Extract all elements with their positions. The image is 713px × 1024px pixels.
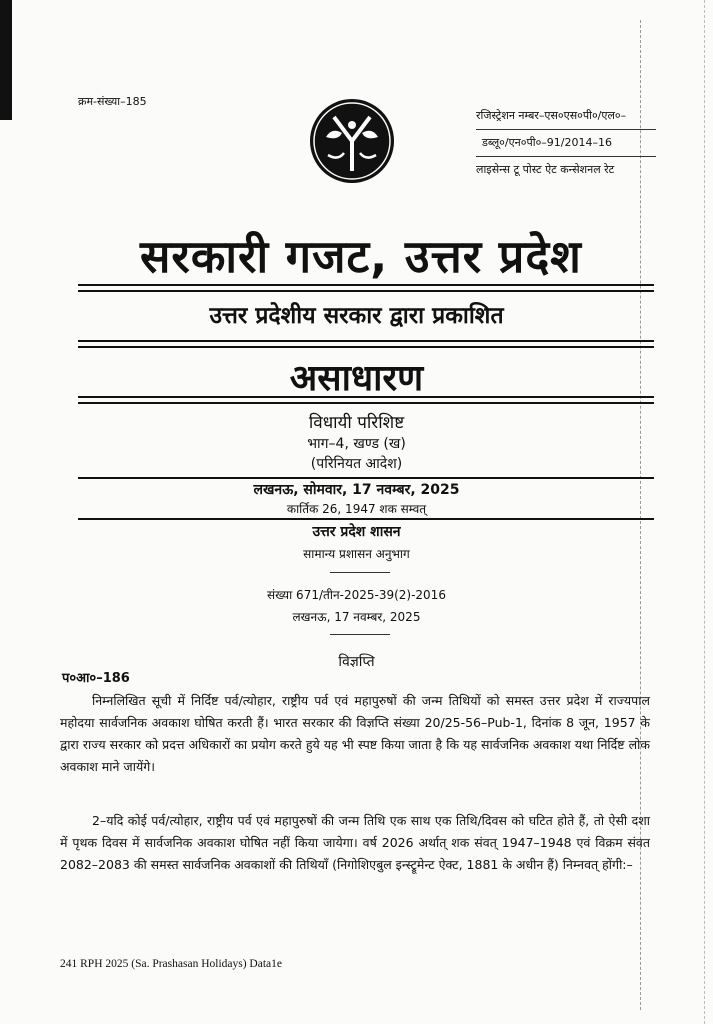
- part-label: भाग–4, खण्ड (ख): [307, 436, 406, 452]
- edition-label: असाधारण: [289, 358, 424, 399]
- saka-date-line: कार्तिक 26, 1947 शक सम्वत्: [286, 502, 427, 516]
- notice-reference: प०आ०–186: [62, 671, 130, 686]
- date-line: लखनऊ, सोमवार, 17 नवम्बर, 2025: [253, 482, 460, 498]
- paragraph-text: 2–यदि कोई पर्व/त्योहार, राष्ट्रीय पर्व एवं महापुरुषों की जन्म तिथि एक साथ एक तिथि/दिवस को घटित होते हैं, तो ऐसी दशा में पृथक दिवस में सार्वजनिक अवकाश घोषित नहीं किया जायेगा। वर्ष 2026 अर्थात् शक संवत् 1947–1948 एवं विक्रम संवत 2082–2083 की समस्त सार्वजनिक अवकाशों की तिथियाँ (निगोशिएबुल इन्स्ट्रूमेन्ट ऐक्ट, 1881 के अधीन हैं) निम्नवत् होंगी:–: [60, 813, 650, 872]
- notice-place-date: लखनऊ, 17 नवम्बर, 2025: [292, 610, 421, 624]
- masthead-rule: [78, 290, 654, 292]
- notice-heading: विज्ञप्ति: [338, 654, 375, 670]
- registration-block: [476, 103, 656, 183]
- notice-number: संख्या 671/तीन-2025-39(2)-2016: [267, 588, 446, 602]
- publisher-rule: [78, 340, 654, 342]
- separator: [330, 634, 390, 635]
- footer-code: 241 RPH 2025 (Sa. Prashasan Holidays) Data1e: [60, 958, 282, 970]
- publisher-rule: [78, 346, 654, 348]
- registration-line: रजिस्ट्रेशन नम्बर–एस०एस०पी०/एल०–: [476, 103, 656, 130]
- government-name: उत्तर प्रदेश शासन: [312, 524, 401, 540]
- part-subtitle: (परिनियत आदेश): [310, 456, 403, 472]
- gazette-title: सरकारी गजट, उत्तर प्रदेश: [140, 230, 582, 283]
- paragraph-text: निम्नलिखित सूची में निर्दिष्ट पर्व/त्योहार, राष्ट्रीय पर्व एवं महापुरुषों की जन्म तिथियों को समस्त उत्तर प्रदेश में राज्यपाल महोदया सार्वजनिक अवकाश घोषित करती हैं। भारत सरकार की विज्ञप्ति संख्या 20/25-56–Pub-1, दिनांक 8 जून, 1957 के द्वारा राज्य सरकार को प्रदत्त अधिकारों का प्रयोग करते हुये यह भी स्पष्ट किया जाता है कि यह सार्वजनिक अवकाश यथा निर्दिष्ट लोक अवकाश माने जायेंगे।: [60, 693, 650, 774]
- date-rule: [78, 518, 654, 520]
- edition-rule: [78, 402, 654, 404]
- uttar-pradesh-emblem-icon: [304, 95, 400, 187]
- scan-edge-mark: [0, 0, 12, 120]
- notice-paragraph: [60, 690, 650, 778]
- publisher-line: उत्तर प्रदेशीय सरकार द्वारा प्रकाशित: [209, 303, 504, 329]
- serial-number: क्रम-संख्या–185: [78, 95, 147, 108]
- separator: [330, 572, 390, 573]
- supplement-title: विधायी परिशिष्ट: [308, 413, 405, 433]
- department-name: सामान्य प्रशासन अनुभाग: [303, 547, 410, 561]
- notice-paragraph: [60, 810, 650, 876]
- edition-rule: [78, 396, 654, 398]
- license-line: लाइसेन्स टू पोस्ट ऐट कन्सेशनल रेट: [476, 163, 615, 176]
- registration-line: डब्लू०/एन०पी०–91/2014–16: [476, 130, 656, 157]
- date-rule: [78, 477, 654, 479]
- masthead-rule: [78, 284, 654, 286]
